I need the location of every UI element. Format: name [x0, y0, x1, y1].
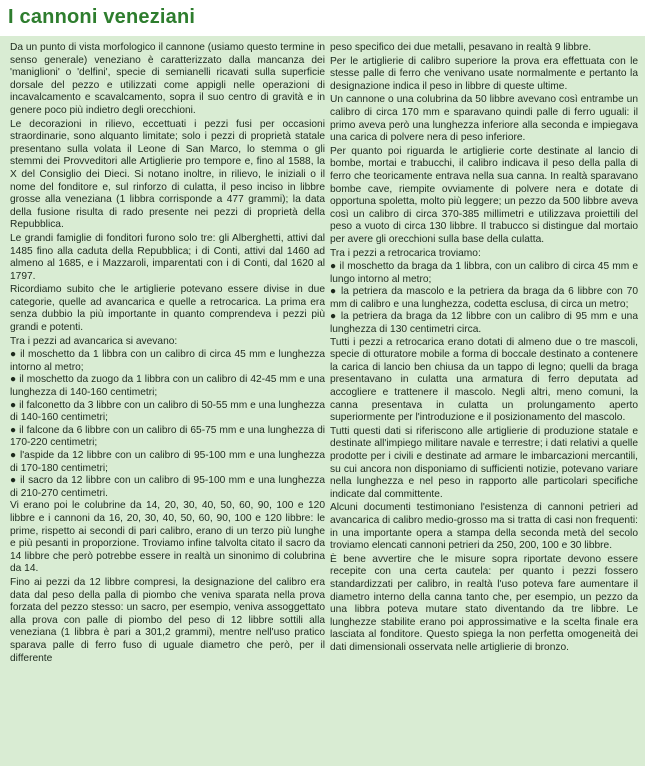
paragraph: Tra i pezzi ad avancarica si avevano: — [10, 335, 178, 347]
list-item: ● il moschetto da zuogo da 1 libbra con un calibro di 42-45 mm e una lunghezza di 140-160 centimetri; — [10, 374, 325, 399]
list-item: ● la petriera da braga da 12 libbre con un calibro di 95 mm e una lunghezza di 130 centimetri circa. — [330, 311, 638, 336]
page-title: I cannoni veneziani — [8, 6, 196, 28]
paragraph: Vi erano poi le colubrine da 14, 20, 30, 40, 50, 60, 90, 100 e 120 libbre e i cannoni da 16, 20, 30, 40, 50, 60, 90, 100 e 120 libbre: le prime, rispetto ai secondi di pari calibro, erano di un terzo più lunghe e più pesanti in proporzione. Troviamo infine talvolta citato il sacro da 14 libbre che però potrebbe essere in realtà un sinonimo di colubrina da 14. — [10, 500, 325, 575]
left-column — [10, 42, 325, 666]
paragraph: Tutti i pezzi a retrocarica erano dotati di almeno due o tre mascoli, specie di otturatore mobile a forma di boccale destinato a contenere la carica di lancio ben chiusa da un tappo di legno; quelli da braga presentavano in culatta una armatura di ferro deputata ad accogliere e trattenere il mascolo. Negli altri, meno comuni, la canna presentava in culatta un prolungamento aperto superiormente per l'introduzione e il posizionamento del mascolo. — [330, 336, 638, 424]
paragraph: Le grandi famiglie di fonditori furono solo tre: gli Alberghetti, attivi dal 1485 fino alla caduta della Repubblica; i di Conti, attivi dal 1460 ad almeno al 1685, e i Mazzaroli, imparentati con i di Conti, dal 1620 al 1797. — [10, 232, 325, 282]
paragraph: Per quanto poi riguarda le artiglierie corte destinate al lancio di bombe, mortai e trabucchi, il calibro indicava il peso della palla di ferro che teoricamente entrava nella sua canna. In realtà sparavano bombe cave, riempite ovviamente di polvere nera e dotate di opportuna spoletta, molto più leggere; un pezzo da 500 libbre aveva così un calibro di circa 370-385 millimetri e utilizzava proiettili del peso a vuoto di circa 130 libbre. Il trabucco si distingue dal mortaio per avere gli orecchioni sulla base della culatta. — [330, 145, 638, 245]
list-item: ● il moschetto da braga da 1 libbra, con un calibro di circa 45 mm e lungo intorno al metro; — [330, 261, 638, 285]
paragraph: Le decorazioni in rilievo, eccettuati i pezzi fusi per occasioni straordinarie, sono alquanto limitate; solo i pezzi di proprietà statale presentano sulla volata il Leone di San Marco, lo stemma o gli stemmi dei Provveditori alle Artiglierie pro tempore e, fino al 1588, la X del Consiglio dei Dieci. Si notano inoltre, in rilievo, le iniziali o il nome del fonditore e, sul rinforzo di culatta, il peso inciso in libbre grosse alla veneziana (1 libbra corrisponde a 477 grammi); la data della fusione risulta di rado presente nei pezzi di proprietà della Repubblica. — [10, 118, 325, 231]
list-item: ● la petriera da mascolo e la petriera da braga da 6 libbre con 70 mm di calibro e una lunghezza, codetta esclusa, di circa un metro; — [330, 286, 638, 310]
header — [0, 0, 645, 41]
list-item: ● il sacro da 12 libbre con un calibro di 95-100 mm e una lunghezza di 210-270 centimetri. — [10, 475, 325, 499]
paragraph: Un cannone o una colubrina da 50 libbre avevano così entrambe un calibro di circa 170 mm e sparavano quindi palle di ferro uguali: il primo aveva però una lunghezza inferiore alla seconda e impiegava una carica di polvere nera di peso inferiore. — [330, 94, 638, 144]
list-item: ● il falconetto da 3 libbre con un calibro di 50-55 mm e una lunghezza di 140-160 centimetri; — [10, 399, 325, 424]
paragraph: Ricordiamo subito che le artiglierie potevano essere divise in due categorie, quelle ad avancarica e quelle a retrocarica. La prima era senza dubbio la più importante in quanto comprendeva i pezzi più grandi e potenti. — [10, 284, 325, 334]
paragraph: peso specifico dei due metalli, pesavano in realtà 9 libbre. — [330, 42, 592, 53]
list-item: ● l'aspide da 12 libbre con un calibro di 95-100 mm e una lunghezza di 170-180 centimetri; — [10, 450, 325, 474]
paragraph: Tutti questi dati si riferiscono alle artiglierie di produzione statale e destinate all'impiego militare navale e terrestre; i dati relativi a quelle prodotte per i civili e destinate ad armare le imbarcazioni mercantili, su cui ancora non disponiamo di sufficienti notizie, potevano variare nella lunghezza e nel peso in rapporto alle particolari specifiche indicate dal committente. — [330, 425, 638, 500]
paragraph: Da un punto di vista morfologico il cannone (usiamo questo termine in senso generale) veneziano è caratterizzato dalla mancanza dei 'maniglioni' o 'delfini', specie di semianelli ricavati sulla superficie dorsale del pezzo e utilizzati come appigli nelle operazioni di incavalcamento e scavalcamento, sopra il suo centro di gravità e in genere poco più indietro degli orecchioni. — [10, 42, 325, 116]
list-item: ● il moschetto da 1 libbra con un calibro di circa 45 mm e lunghezza intorno al metro; — [10, 349, 325, 373]
paragraph: Fino ai pezzi da 12 libbre compresi, la designazione del calibro era data dal peso della palla di piombo che veniva sparata nella prova forzata del pezzo stesso: un sacro, per esempio, veniva assoggettato alla prova con palle di piombo del peso di 12 libbre sottili alla veneziana (1 libbra è pari a 301,2 grammi), mentre nell'uso pratico sparava palle di ferro fuso di uguale diametro che però, per il differente — [10, 576, 325, 664]
right-column — [330, 42, 638, 656]
paragraph: Tra i pezzi a retrocarica troviamo: — [330, 247, 481, 259]
paragraph: Alcuni documenti testimoniano l'esistenza di cannoni petrieri ad avancarica di calibro medio-grosso ma si tratta di casi non frequenti: in una importante opera a stampa della seconda metà del secolo troviamo elencati cannoni petrieri da 250, 200, 100 e 30 libbre. — [330, 502, 638, 552]
paragraph: Per le artiglierie di calibro superiore la prova era effettuata con le stesse palle di ferro che venivano usate normalmente e pertanto la designazione indica il peso in libbre di queste ultime. — [330, 55, 638, 92]
list-item: ● il falcone da 6 libbre con un calibro di 65-75 mm e una lunghezza di 170-220 centimetri; — [10, 424, 325, 449]
paragraph: È bene avvertire che le misure sopra riportate devono essere recepite con una certa cautela: per quanto i pezzi fossero standardizzati per calibro, in realtà l'uso poteva fare aumentare il diametro interno della canna tanto che, per esempio, un pezzo da una libbra poteva mutare stato diventando da tre libbre. Le lunghezze stabilite erano poi approssimative e la scelta finale era lasciata al fonditore. Questo spiega la non perfetta omogeneità dei dati dimensionali osservata nelle artiglierie di bronzo. — [330, 553, 638, 653]
